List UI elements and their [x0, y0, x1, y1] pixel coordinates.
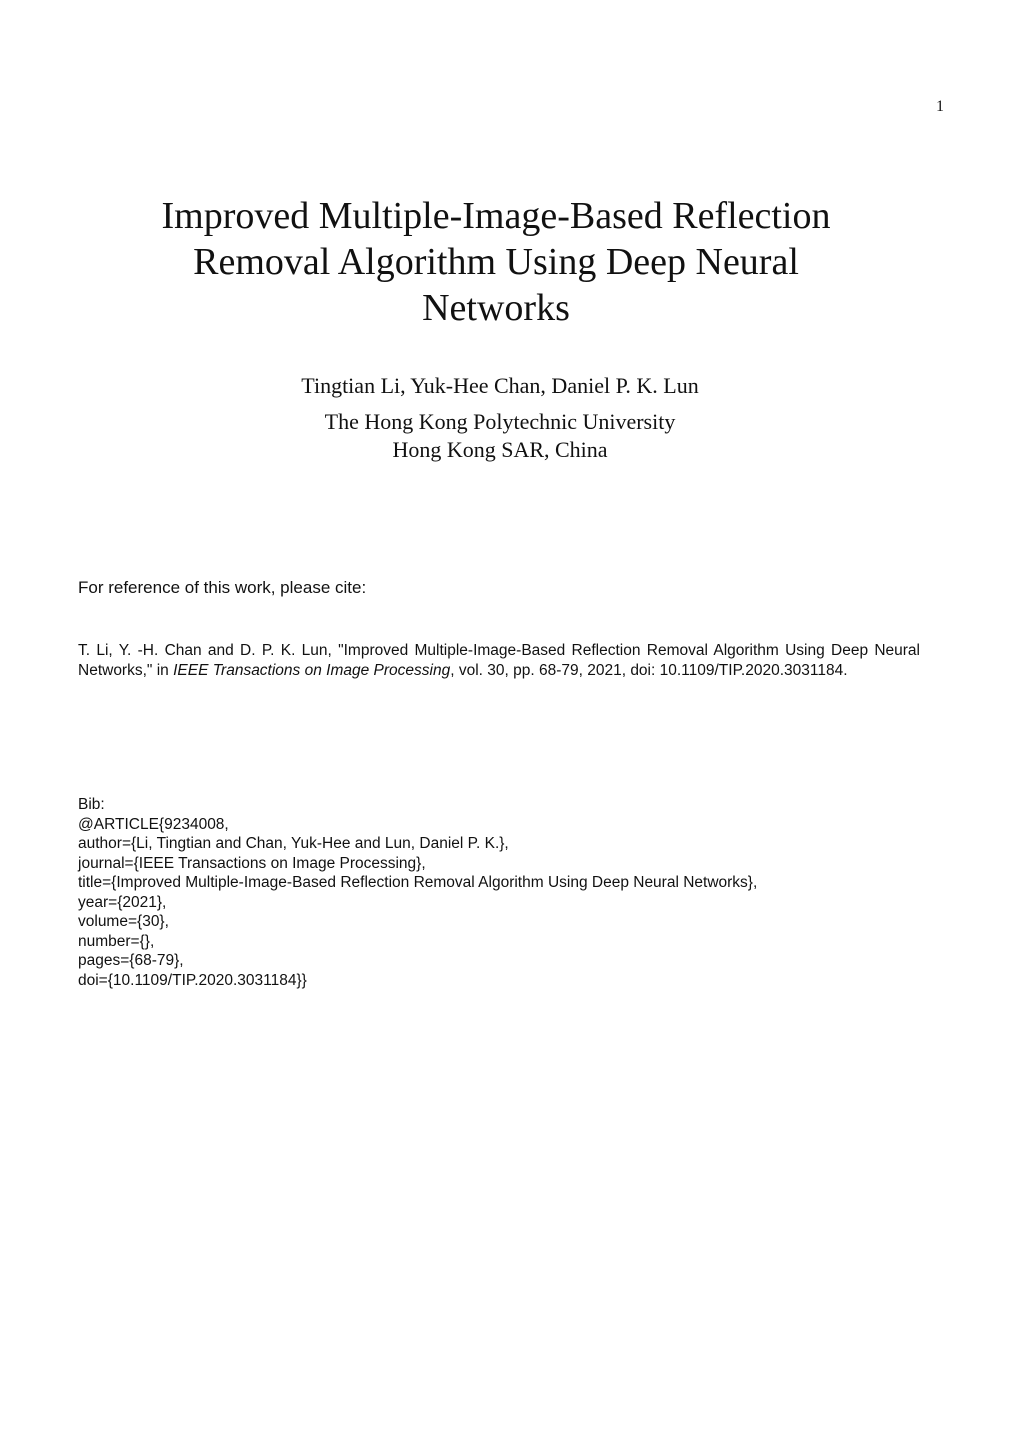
- bib-line: doi={10.1109/TIP.2020.3031184}}: [78, 971, 307, 989]
- bib-line: pages={68-79},: [78, 952, 184, 969]
- bib-line: journal={IEEE Transactions on Image Processing},: [78, 854, 426, 872]
- title-line: Improved Multiple-Image-Based Reflection: [161, 195, 831, 237]
- bib-line: number={},: [78, 932, 155, 950]
- author-list: Tingtian Li, Yuk-Hee Chan, Daniel P. K. Lun: [301, 373, 699, 398]
- citation-text: [78, 641, 920, 680]
- affiliation: [112, 408, 888, 464]
- bib-line: @ARTICLE{9234008,: [78, 815, 229, 833]
- cite-label: For reference of this work, please cite:: [78, 578, 367, 597]
- affiliation-line: Hong Kong SAR, China: [392, 437, 608, 462]
- page-number: 1: [936, 98, 944, 115]
- citation-text-before: T. Li, Y. -H. Chan and D. P. K. Lun, "Improved Multiple-Image-Based Reflection Removal Algorithm Using Deep Neural Networks," in: [78, 642, 920, 679]
- bib-line: year={2021},: [78, 893, 167, 911]
- bib-line: volume={30},: [78, 913, 169, 930]
- citation-text-after: , vol. 30, pp. 68-79, 2021, doi: 10.1109/TIP.2020.3031184.: [450, 661, 848, 679]
- bib-label: Bib:: [78, 796, 105, 813]
- citation-journal: IEEE Transactions on Image Processing: [173, 661, 451, 679]
- bibtex-block: [78, 795, 938, 990]
- title-line: Networks: [422, 287, 570, 329]
- affiliation-line: The Hong Kong Polytechnic University: [324, 409, 676, 434]
- bib-line: title={Improved Multiple-Image-Based Reflection Removal Algorithm Using Deep Neural Networks},: [78, 874, 758, 891]
- title-line: Removal Algorithm Using Deep Neural: [193, 241, 799, 283]
- paper-title: [112, 193, 880, 331]
- bib-line: author={Li, Tingtian and Chan, Yuk-Hee and Lun, Daniel P. K.},: [78, 835, 509, 852]
